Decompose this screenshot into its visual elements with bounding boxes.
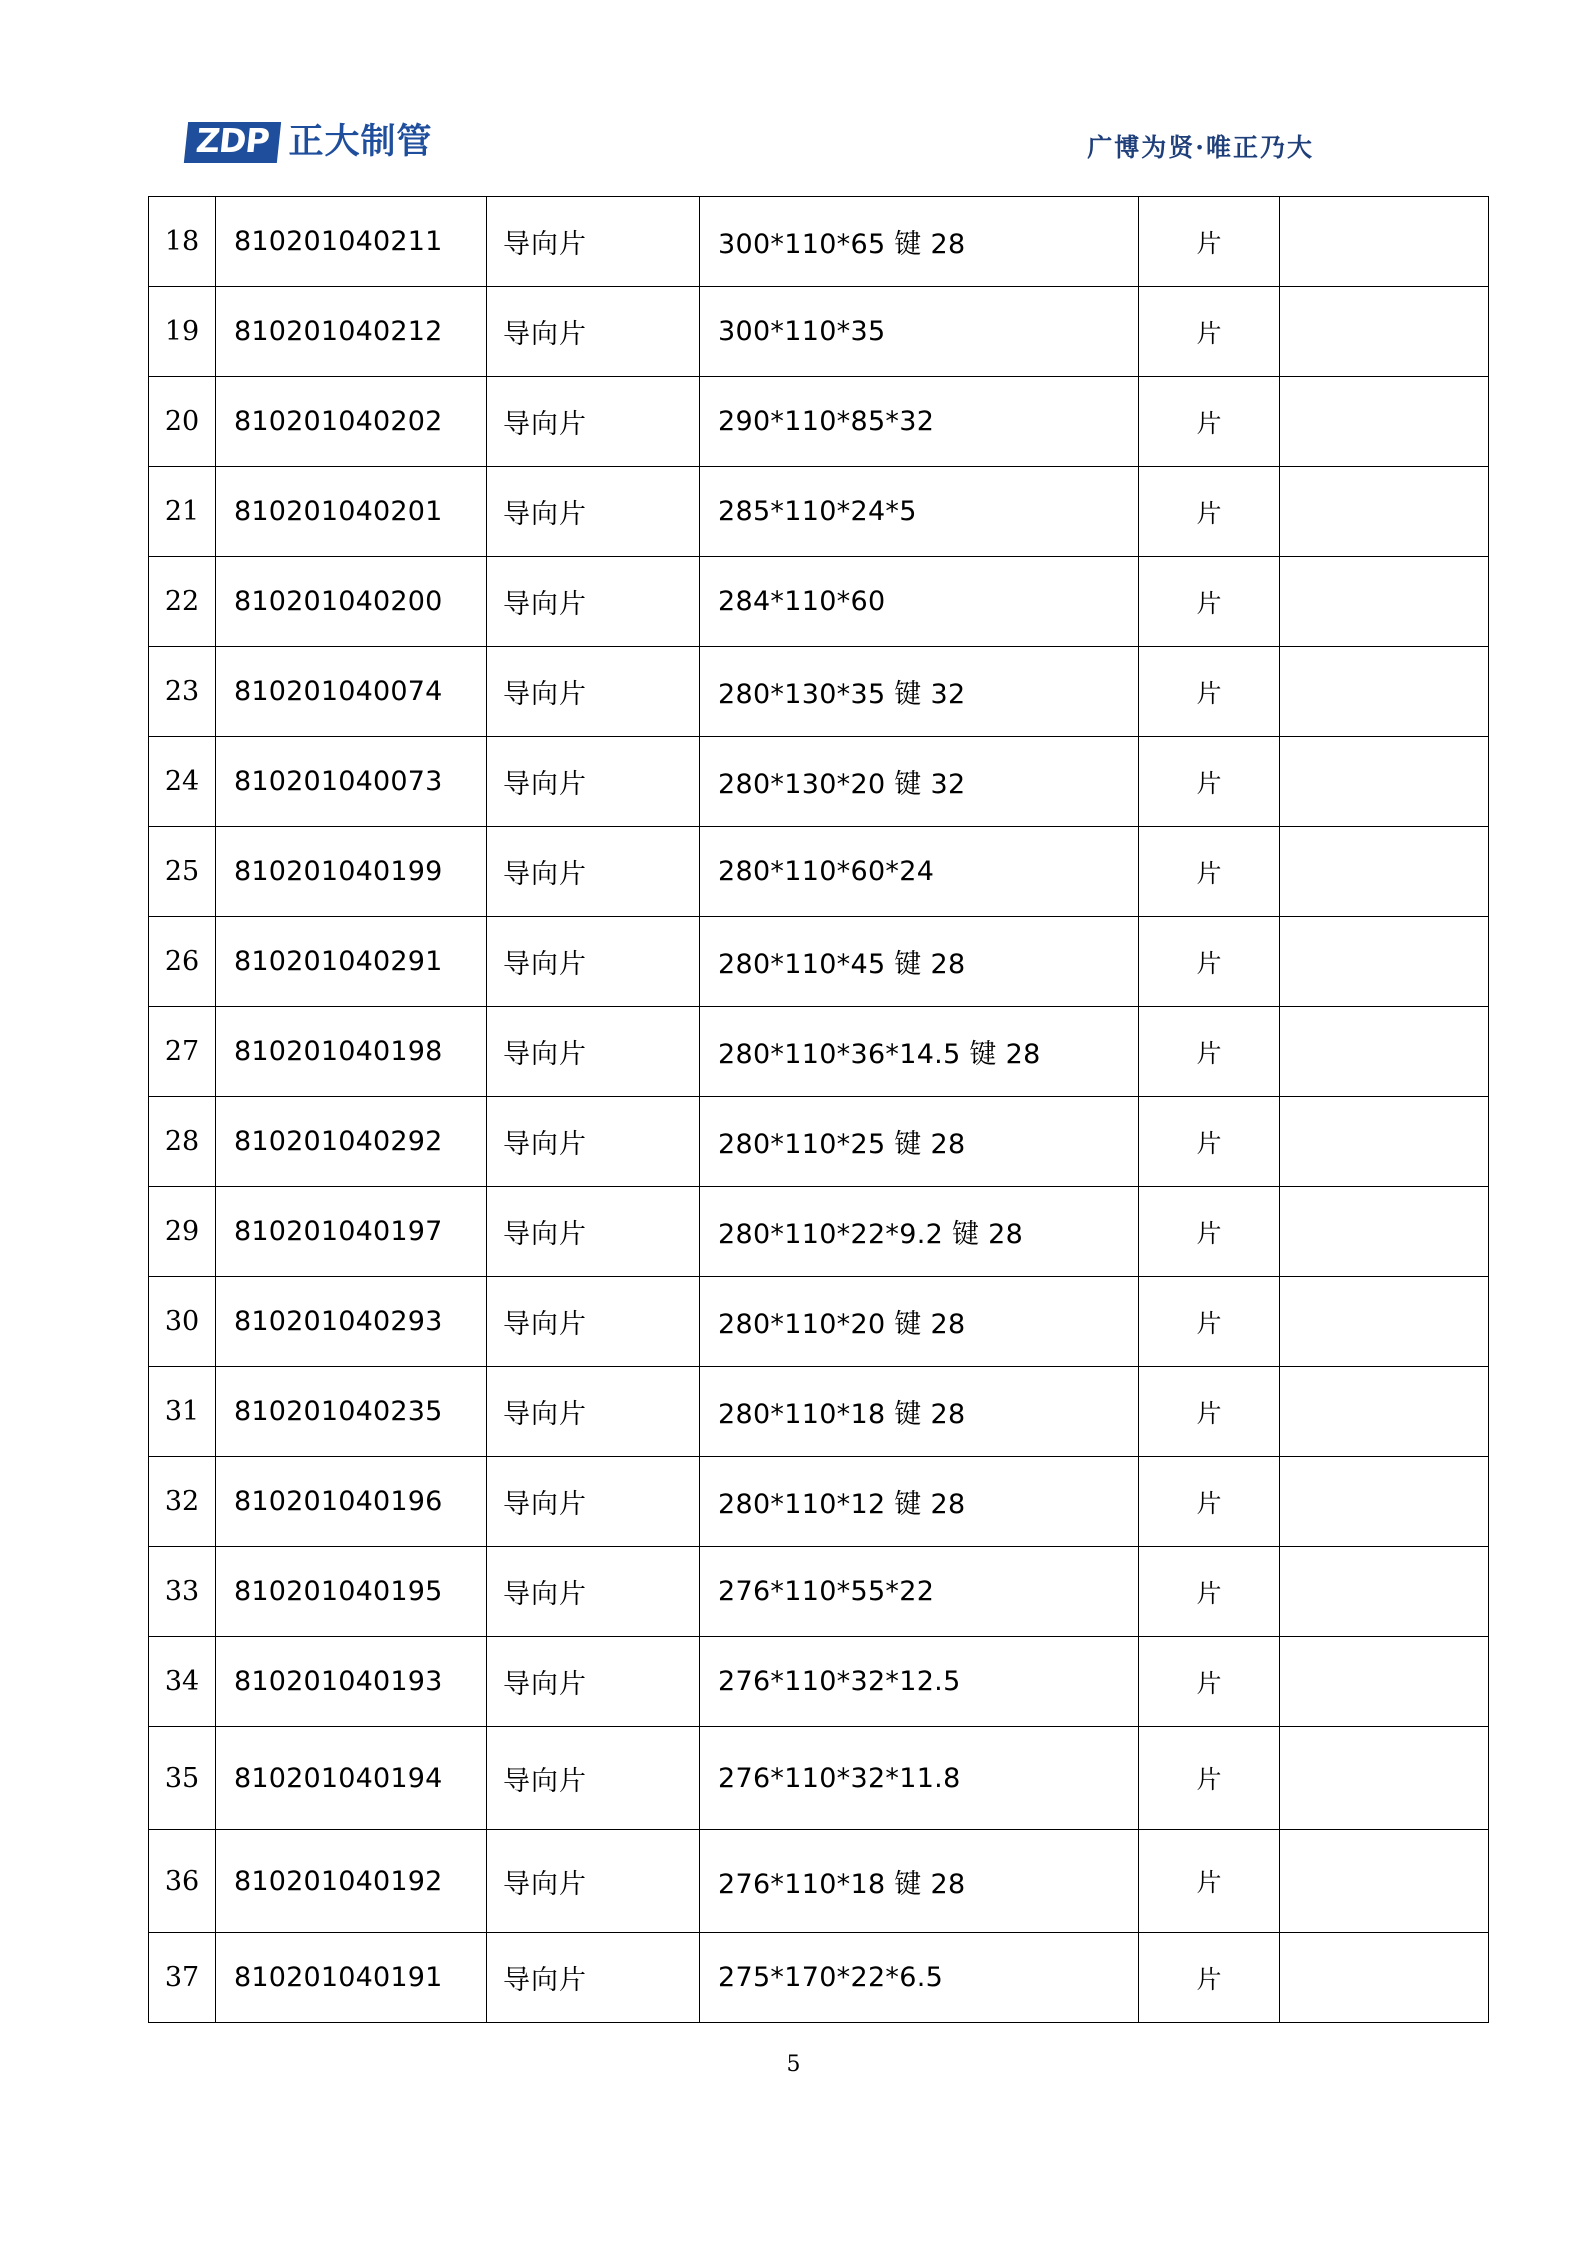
row-name-text: 导向片 [503,1039,587,1070]
row-index-text: 30 [164,1306,200,1337]
cell-name [487,1277,700,1367]
cell-remark [1280,1187,1489,1277]
row-unit-text: 片 [1196,1668,1222,1698]
row-unit-text: 片 [1196,1398,1222,1428]
cell-code [216,647,487,737]
row-index-text: 22 [164,586,200,617]
cell-spec [700,287,1139,377]
row-name-text: 导向片 [503,1965,587,1996]
row-unit-text: 片 [1196,768,1222,798]
cell-index [149,1097,216,1187]
cell-spec [700,647,1139,737]
cell-spec [700,1637,1139,1727]
row-spec-text: 276*110*55*22 [718,1576,935,1607]
row-code-text: 810201040192 [234,1865,443,1897]
row-code-text: 810201040194 [234,1762,443,1794]
row-name-text: 导向片 [503,499,587,530]
company-slogan: 广博为贤·唯正乃大 [1087,133,1314,162]
table-row [149,1727,1489,1830]
cell-remark [1280,1457,1489,1547]
cell-unit [1139,1547,1280,1637]
cell-remark [1280,737,1489,827]
row-spec-text: 276*110*32*11.8 [718,1762,961,1794]
cell-unit [1139,647,1280,737]
row-unit-text: 片 [1196,408,1222,438]
cell-name [487,1097,700,1187]
cell-index [149,1007,216,1097]
page-number: 5 [786,2052,801,2077]
row-name-text: 导向片 [503,1129,587,1160]
table-row [149,1457,1489,1547]
row-index-text: 25 [164,856,200,887]
cell-name [487,1547,700,1637]
row-unit-text: 片 [1196,1765,1222,1794]
row-name-text: 导向片 [503,229,587,260]
row-spec-text: 280*130*20 键 32 [718,769,966,800]
cell-remark [1280,827,1489,917]
row-unit-text: 片 [1196,1964,1222,1994]
cell-code [216,1637,487,1727]
row-unit-text: 片 [1196,228,1222,258]
cell-remark [1280,1097,1489,1187]
row-code-text: 810201040073 [234,766,443,797]
row-unit-text: 片 [1196,498,1222,528]
row-spec-text: 285*110*24*5 [718,496,917,527]
row-name-text: 导向片 [503,1765,587,1797]
logo-mark-zdp: ZDP [184,122,281,163]
cell-spec [700,1547,1139,1637]
cell-name [487,917,700,1007]
cell-unit [1139,827,1280,917]
cell-remark [1280,647,1489,737]
cell-spec [700,1277,1139,1367]
cell-index [149,827,216,917]
cell-code [216,1933,487,2023]
table-row [149,1007,1489,1097]
row-code-text: 810201040191 [234,1962,443,1993]
row-unit-text: 片 [1196,1038,1222,1068]
row-unit-text: 片 [1196,318,1222,348]
row-index-text: 20 [164,406,200,437]
row-unit-text: 片 [1196,1308,1222,1338]
row-unit-text: 片 [1196,588,1222,618]
cell-spec [700,827,1139,917]
row-code-text: 810201040201 [234,496,443,527]
row-spec-text: 280*110*60*24 [718,856,935,887]
row-code-text: 810201040211 [234,226,443,257]
cell-index [149,1277,216,1367]
row-index-text: 23 [164,676,200,707]
cell-code [216,1830,487,1933]
page-header [148,112,1448,172]
cell-index [149,647,216,737]
cell-spec [700,917,1139,1007]
row-spec-text: 284*110*60 [718,586,886,617]
cell-index [149,1933,216,2023]
cell-name [487,1367,700,1457]
cell-code [216,1277,487,1367]
cell-remark [1280,1367,1489,1457]
cell-name [487,1933,700,2023]
row-unit-text: 片 [1196,1128,1222,1158]
row-code-text: 810201040198 [234,1036,443,1067]
row-code-text: 810201040292 [234,1126,443,1157]
row-code-text: 810201040235 [234,1396,443,1427]
table-row [149,827,1489,917]
row-code-text: 810201040196 [234,1486,443,1517]
cell-name [487,1637,700,1727]
row-index-text: 33 [164,1576,200,1607]
cell-code [216,1187,487,1277]
cell-unit [1139,197,1280,287]
row-spec-text: 280*130*35 键 32 [718,679,966,710]
row-spec-text: 280*110*18 键 28 [718,1399,966,1430]
table-row [149,557,1489,647]
row-code-text: 810201040200 [234,586,443,617]
cell-unit [1139,1830,1280,1933]
row-index-text: 35 [164,1762,200,1794]
row-spec-text: 276*110*18 键 28 [718,1868,966,1900]
row-name-text: 导向片 [503,409,587,440]
cell-name [487,1830,700,1933]
row-index-text: 29 [164,1216,200,1247]
cell-remark [1280,1277,1489,1367]
materials-table-container [148,196,1436,2023]
cell-index [149,287,216,377]
row-code-text: 810201040199 [234,856,443,887]
table-row [149,287,1489,377]
company-logo [186,122,433,163]
row-unit-text: 片 [1196,1868,1222,1897]
row-spec-text: 280*110*25 键 28 [718,1129,966,1160]
row-name-text: 导向片 [503,1309,587,1340]
cell-unit [1139,1097,1280,1187]
cell-remark [1280,377,1489,467]
cell-code [216,1547,487,1637]
cell-unit [1139,377,1280,467]
row-code-text: 810201040074 [234,676,443,707]
cell-unit [1139,1933,1280,2023]
row-index-text: 18 [164,226,200,257]
cell-index [149,1727,216,1830]
cell-spec [700,197,1139,287]
row-code-text: 810201040197 [234,1216,443,1247]
row-index-text: 26 [164,946,200,977]
row-name-text: 导向片 [503,1669,587,1700]
row-spec-text: 280*110*36*14.5 键 28 [718,1039,1041,1070]
row-code-text: 810201040202 [234,406,443,437]
cell-unit [1139,557,1280,647]
page-footer [0,2052,1587,2077]
row-unit-text: 片 [1196,678,1222,708]
cell-unit [1139,1637,1280,1727]
row-spec-text: 300*110*35 [718,316,886,347]
row-index-text: 34 [164,1666,200,1697]
table-row [149,377,1489,467]
row-spec-text: 276*110*32*12.5 [718,1666,961,1697]
row-index-text: 36 [164,1865,200,1897]
row-spec-text: 300*110*65 键 28 [718,229,966,260]
cell-name [487,827,700,917]
cell-remark [1280,287,1489,377]
cell-index [149,1547,216,1637]
cell-unit [1139,1457,1280,1547]
cell-code [216,1367,487,1457]
cell-code [216,737,487,827]
cell-name [487,1007,700,1097]
cell-spec [700,1007,1139,1097]
row-name-text: 导向片 [503,319,587,350]
row-spec-text: 280*110*22*9.2 键 28 [718,1219,1024,1250]
cell-spec [700,1457,1139,1547]
cell-index [149,1457,216,1547]
row-index-text: 28 [164,1126,200,1157]
table-row [149,917,1489,1007]
cell-code [216,917,487,1007]
materials-table [148,196,1489,2023]
row-name-text: 导向片 [503,1489,587,1520]
row-index-text: 27 [164,1036,200,1067]
row-index-text: 21 [164,496,200,527]
logo-company-name: 正大制管 [288,121,433,162]
cell-unit [1139,467,1280,557]
cell-code [216,377,487,467]
row-spec-text: 280*110*45 键 28 [718,949,966,980]
cell-name [487,1187,700,1277]
cell-name [487,197,700,287]
table-row [149,1547,1489,1637]
cell-index [149,197,216,287]
table-row [149,737,1489,827]
cell-name [487,467,700,557]
row-code-text: 810201040195 [234,1576,443,1607]
cell-code [216,197,487,287]
row-name-text: 导向片 [503,589,587,620]
cell-spec [700,1727,1139,1830]
row-name-text: 导向片 [503,1868,587,1900]
row-name-text: 导向片 [503,679,587,710]
cell-index [149,1187,216,1277]
cell-unit [1139,1367,1280,1457]
cell-spec [700,467,1139,557]
cell-unit [1139,287,1280,377]
table-row [149,1933,1489,2023]
row-code-text: 810201040193 [234,1666,443,1697]
row-unit-text: 片 [1196,1218,1222,1248]
cell-name [487,737,700,827]
row-name-text: 导向片 [503,1579,587,1610]
cell-remark [1280,1637,1489,1727]
cell-remark [1280,1547,1489,1637]
cell-index [149,1367,216,1457]
materials-table-body [149,197,1489,2023]
cell-unit [1139,737,1280,827]
row-name-text: 导向片 [503,1399,587,1430]
cell-unit [1139,917,1280,1007]
cell-code [216,1097,487,1187]
cell-remark [1280,557,1489,647]
cell-code [216,467,487,557]
cell-remark [1280,917,1489,1007]
row-spec-text: 275*170*22*6.5 [718,1962,944,1993]
cell-remark [1280,1830,1489,1933]
table-row [149,1097,1489,1187]
cell-spec [700,1933,1139,2023]
cell-spec [700,1367,1139,1457]
cell-remark [1280,197,1489,287]
cell-unit [1139,1187,1280,1277]
cell-unit [1139,1007,1280,1097]
cell-spec [700,1187,1139,1277]
cell-spec [700,1830,1139,1933]
row-spec-text: 280*110*12 键 28 [718,1489,966,1520]
row-code-text: 810201040293 [234,1306,443,1337]
table-row [149,197,1489,287]
cell-unit [1139,1277,1280,1367]
cell-code [216,1727,487,1830]
row-index-text: 37 [164,1962,200,1993]
row-spec-text: 290*110*85*32 [718,406,935,437]
table-row [149,647,1489,737]
cell-spec [700,377,1139,467]
cell-spec [700,1097,1139,1187]
table-row [149,1187,1489,1277]
cell-index [149,557,216,647]
row-index-text: 19 [164,316,200,347]
cell-spec [700,557,1139,647]
cell-remark [1280,1727,1489,1830]
cell-name [487,377,700,467]
row-name-text: 导向片 [503,1219,587,1250]
row-name-text: 导向片 [503,859,587,890]
cell-index [149,1637,216,1727]
cell-name [487,557,700,647]
row-index-text: 31 [164,1396,200,1427]
row-unit-text: 片 [1196,948,1222,978]
row-name-text: 导向片 [503,949,587,980]
cell-unit [1139,1727,1280,1830]
cell-remark [1280,1933,1489,2023]
row-index-text: 32 [164,1486,200,1517]
cell-index [149,917,216,1007]
cell-code [216,557,487,647]
cell-code [216,1007,487,1097]
row-unit-text: 片 [1196,1578,1222,1608]
table-row [149,1830,1489,1933]
row-index-text: 24 [164,766,200,797]
table-row [149,467,1489,557]
cell-code [216,287,487,377]
cell-remark [1280,467,1489,557]
cell-code [216,827,487,917]
row-unit-text: 片 [1196,858,1222,888]
cell-name [487,647,700,737]
cell-spec [700,737,1139,827]
cell-remark [1280,1007,1489,1097]
cell-name [487,1727,700,1830]
table-row [149,1277,1489,1367]
cell-name [487,287,700,377]
row-code-text: 810201040212 [234,316,443,347]
cell-name [487,1457,700,1547]
table-row [149,1637,1489,1727]
cell-index [149,377,216,467]
table-row [149,1367,1489,1457]
row-code-text: 810201040291 [234,946,443,977]
cell-index [149,467,216,557]
cell-index [149,737,216,827]
cell-index [149,1830,216,1933]
row-unit-text: 片 [1196,1488,1222,1518]
row-name-text: 导向片 [503,769,587,800]
cell-code [216,1457,487,1547]
row-spec-text: 280*110*20 键 28 [718,1309,966,1340]
